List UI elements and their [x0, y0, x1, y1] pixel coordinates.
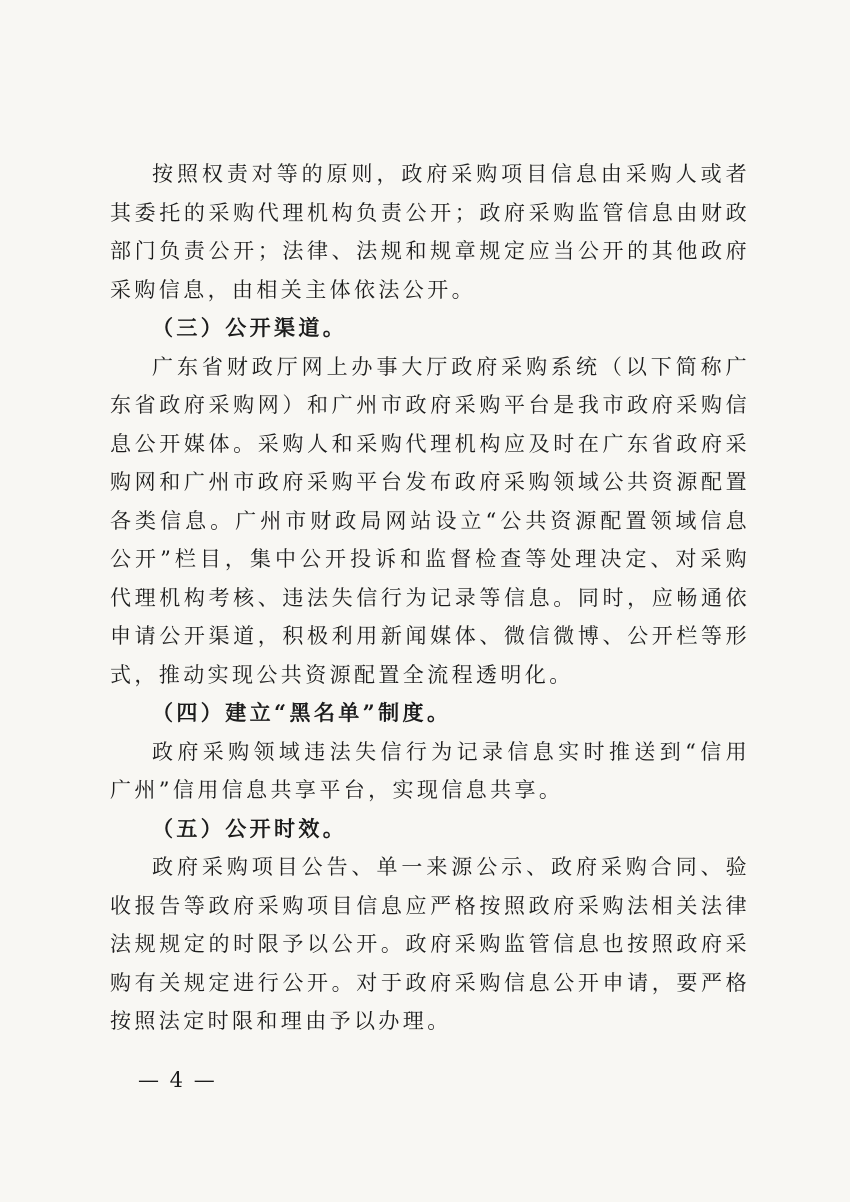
section-heading-timeliness: （五）公开时效。 [152, 815, 348, 841]
document-body [110, 155, 750, 1041]
page-number: — 4 — [138, 1068, 217, 1092]
paragraph-timeliness: 政府采购项目公告、单一来源公示、政府采购合同、验收报告等政府采购项目信息应严格按照政府采购法相关法律法规规定的时限予以公开。政府采购监管信息也按照政府采购有关规定进行公开。对于政府采购信息公开申请，要严格按照法定时限和理由予以办理。 [110, 855, 750, 1033]
paragraph-blacklist: 政府采购领域违法失信行为记录信息实时推送到“信用广州”信用信息共享平台，实现信息共享。 [110, 739, 750, 802]
section-heading-channels: （三）公开渠道。 [152, 315, 348, 340]
section-heading-blacklist: （四）建立“黑名单”制度。 [152, 700, 452, 725]
paragraph-channels: 广东省财政厅网上办事大厅政府采购系统（以下简称广东省政府采购网）和广州市政府采购平台是我市政府采购信息公开媒体。采购人和采购代理机构应及时在广东省政府采购网和广州市政府采购平台发布政府采购领域公共资源配置各类信息。广州市财政局网站设立“公共资源配置领域信息公开”栏目，集中公开投诉和监督检查等处理决定、对采购代理机构考核、违法失信行为记录等信息。同时，应畅通依申请公开渠道，积极利用新闻媒体、微信微博、公开栏等形式，推动实现公共资源配置全流程透明化。 [110, 354, 750, 687]
paragraph-responsibility: 按照权责对等的原则，政府采购项目信息由采购人或者其委托的采购代理机构负责公开；政府采购监管信息由财政部门负责公开；法律、法规和规章规定应当公开的其他政府采购信息，由相关主体依法公开。 [110, 162, 750, 302]
